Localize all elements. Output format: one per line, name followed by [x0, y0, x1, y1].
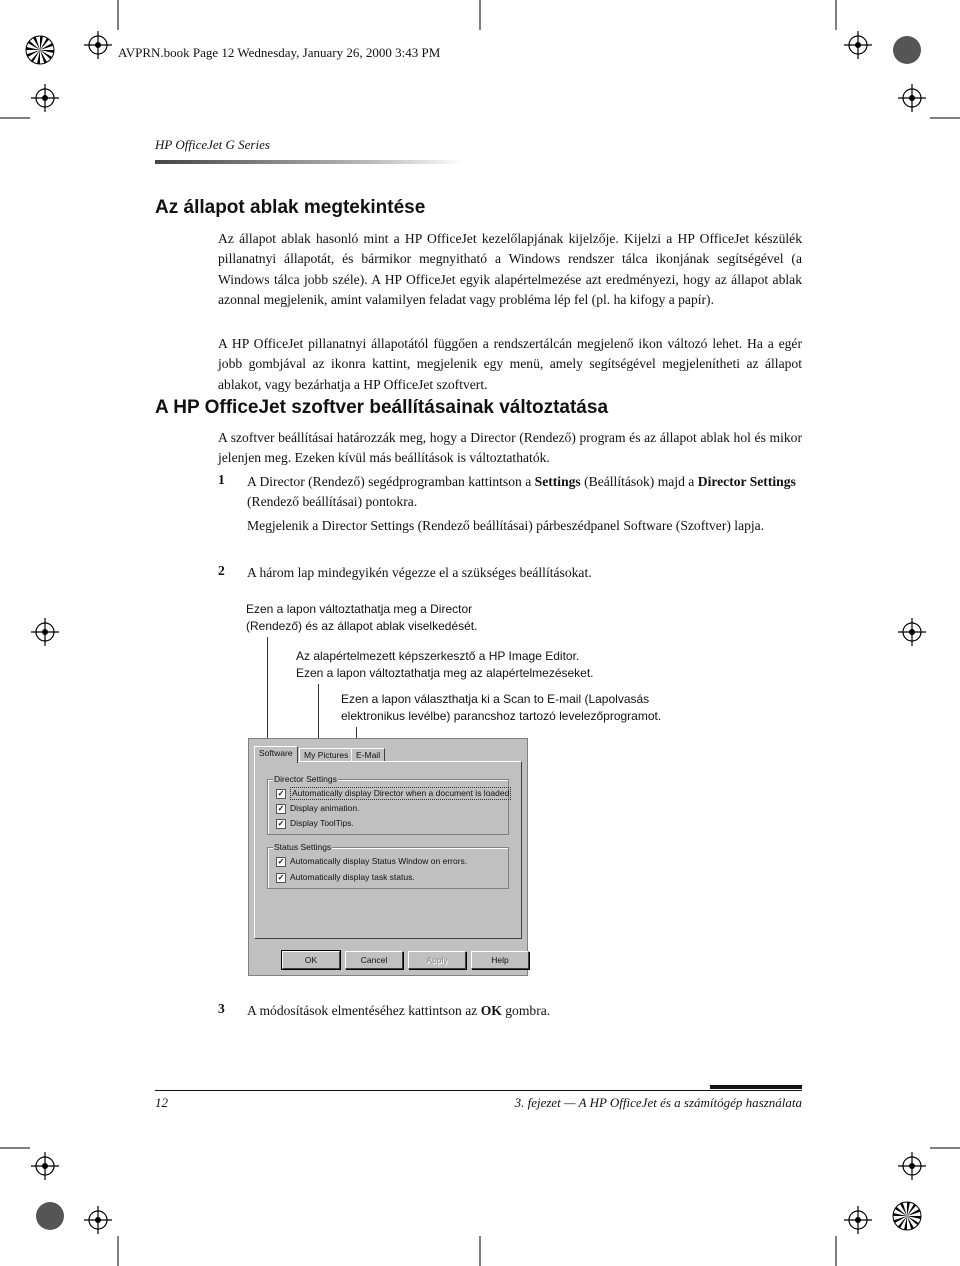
paragraph-tray-icon: A HP OfficeJet pillanatnyi állapotától függően a rendszertálcán megjelenő ikon változó lehet. Ha a egér jobb gombjával az ikonra kattint, megjelenik egy menü, amely segítségével megjelenítheti az állapot ablakot, vagy bezárhatja a HP OfficeJet szoftvert.	[218, 336, 802, 392]
tab-email[interactable]: E-Mail	[351, 748, 385, 762]
director-settings-group	[267, 774, 510, 835]
checkbox-task-status[interactable]: ✓	[277, 873, 285, 882]
tab-my-pictures[interactable]: My Pictures	[299, 748, 353, 762]
checkbox-label-task-status: Automatically display task status.	[290, 872, 415, 882]
leader-line-my-pictures	[318, 684, 319, 746]
book-info-line: AVPRN.book Page 12 Wednesday, January 26, 2000 3:43 PM	[118, 45, 441, 60]
checkbox-display-tooltips[interactable]: ✓	[277, 819, 285, 828]
callout-my-pictures-tab: Az alapértelmezett képszerkesztő a HP Image Editor. Ezen a lapon változtathatja meg az alapértelmezéseket.	[296, 649, 594, 680]
step-1-text: A Director (Rendező) segédprogramban kattintson a Settings (Beállítások) majd a Director Settings (Rendező beállításai) pontokra.	[247, 474, 796, 510]
checkbox-status-on-errors[interactable]: ✓	[277, 857, 285, 866]
running-head-rule	[155, 160, 465, 164]
callout-email-tab: Ezen a lapon választhatja ki a Scan to E-mail (Lapolvasás elektronikus levélbe) parancshoz tartozó levelezőprogramot.	[341, 692, 662, 723]
page-number: 12	[155, 1095, 168, 1110]
step-1-note: Megjelenik a Director Settings (Rendező beállításai) párbeszédpanel Software (Szoftver) lapja.	[247, 518, 765, 533]
paragraph-status-window-intro: Az állapot ablak hasonló mint a HP OfficeJet kezelőlapjának kijelzője. Kijelzi a HP OfficeJet készülék pillanatnyi állapotát, és bármikor megnyitható a Windows rendszer tálca ikonjának segítségével (a Windows tálca jobb széle). A HP OfficeJet egyik alapértelmezése azt eredményezi, hogy az állapot ablak azonnal megjelenik, amint valamilyen feladat vagy probléma lép fel (pl. ha kifogy a papír).	[218, 231, 802, 308]
bottom-left-dark-mark	[36, 1202, 64, 1230]
checkbox-display-animation[interactable]: ✓	[277, 804, 285, 813]
checkbox-label-display-tooltips: Display ToolTips.	[290, 818, 354, 828]
bottom-right-star-mark	[893, 1202, 921, 1230]
checkbox-label-status-on-errors: Automatically display Status Window on errors.	[290, 856, 468, 866]
ok-button[interactable]: OK	[282, 951, 340, 969]
tab-software[interactable]: Software	[254, 746, 298, 763]
top-left-star-mark	[26, 36, 54, 64]
top-right-dark-mark	[893, 36, 921, 64]
apply-button[interactable]: Apply	[408, 951, 466, 969]
running-head: HP OfficeJet G Series	[155, 137, 270, 152]
step-3-number: 3	[218, 1001, 225, 1016]
step-2-text: A három lap mindegyikén végezze el a szükséges beállításokat.	[247, 565, 592, 580]
leader-line-software	[267, 637, 268, 746]
director-settings-dialog	[248, 738, 528, 976]
paragraph-settings-intro: A szoftver beállításai határozzák meg, hogy a Director (Rendező) program és az állapot ablak hol és mikor jelenjen meg. Ezeken kívül más beállítások is változtathatók.	[218, 430, 802, 466]
step-2-number: 2	[218, 563, 225, 578]
chapter-title: 3. fejezet — A HP OfficeJet és a számítógép használata	[514, 1095, 802, 1110]
cancel-button[interactable]: Cancel	[345, 951, 403, 969]
checkbox-label-display-animation: Display animation.	[290, 803, 360, 813]
checkbox-auto-display-director[interactable]: ✓	[277, 789, 285, 798]
step-1-number: 1	[218, 472, 225, 487]
software-tab-panel	[254, 761, 522, 939]
status-settings-group	[267, 842, 509, 889]
section-heading-software-settings: A HP OfficeJet szoftver beállításainak változtatása	[155, 397, 609, 418]
callout-software-tab: Ezen a lapon változtathatja meg a Director (Rendező) és az állapot ablak viselkedését.	[246, 602, 478, 633]
footer-rule	[155, 1090, 802, 1091]
director-settings-group-title: Director Settings	[274, 774, 337, 784]
status-settings-group-title: Status Settings	[274, 842, 332, 852]
section-heading-status-window: Az állapot ablak megtekintése	[155, 197, 426, 218]
footer-thick-rule	[710, 1085, 802, 1089]
help-button[interactable]: Help	[471, 951, 529, 969]
checkbox-label-auto-display-director: Automatically display Director when a document is loaded	[292, 788, 510, 798]
step-3-text: A módosítások elmentéséhez kattintson az OK gombra.	[247, 1003, 551, 1018]
